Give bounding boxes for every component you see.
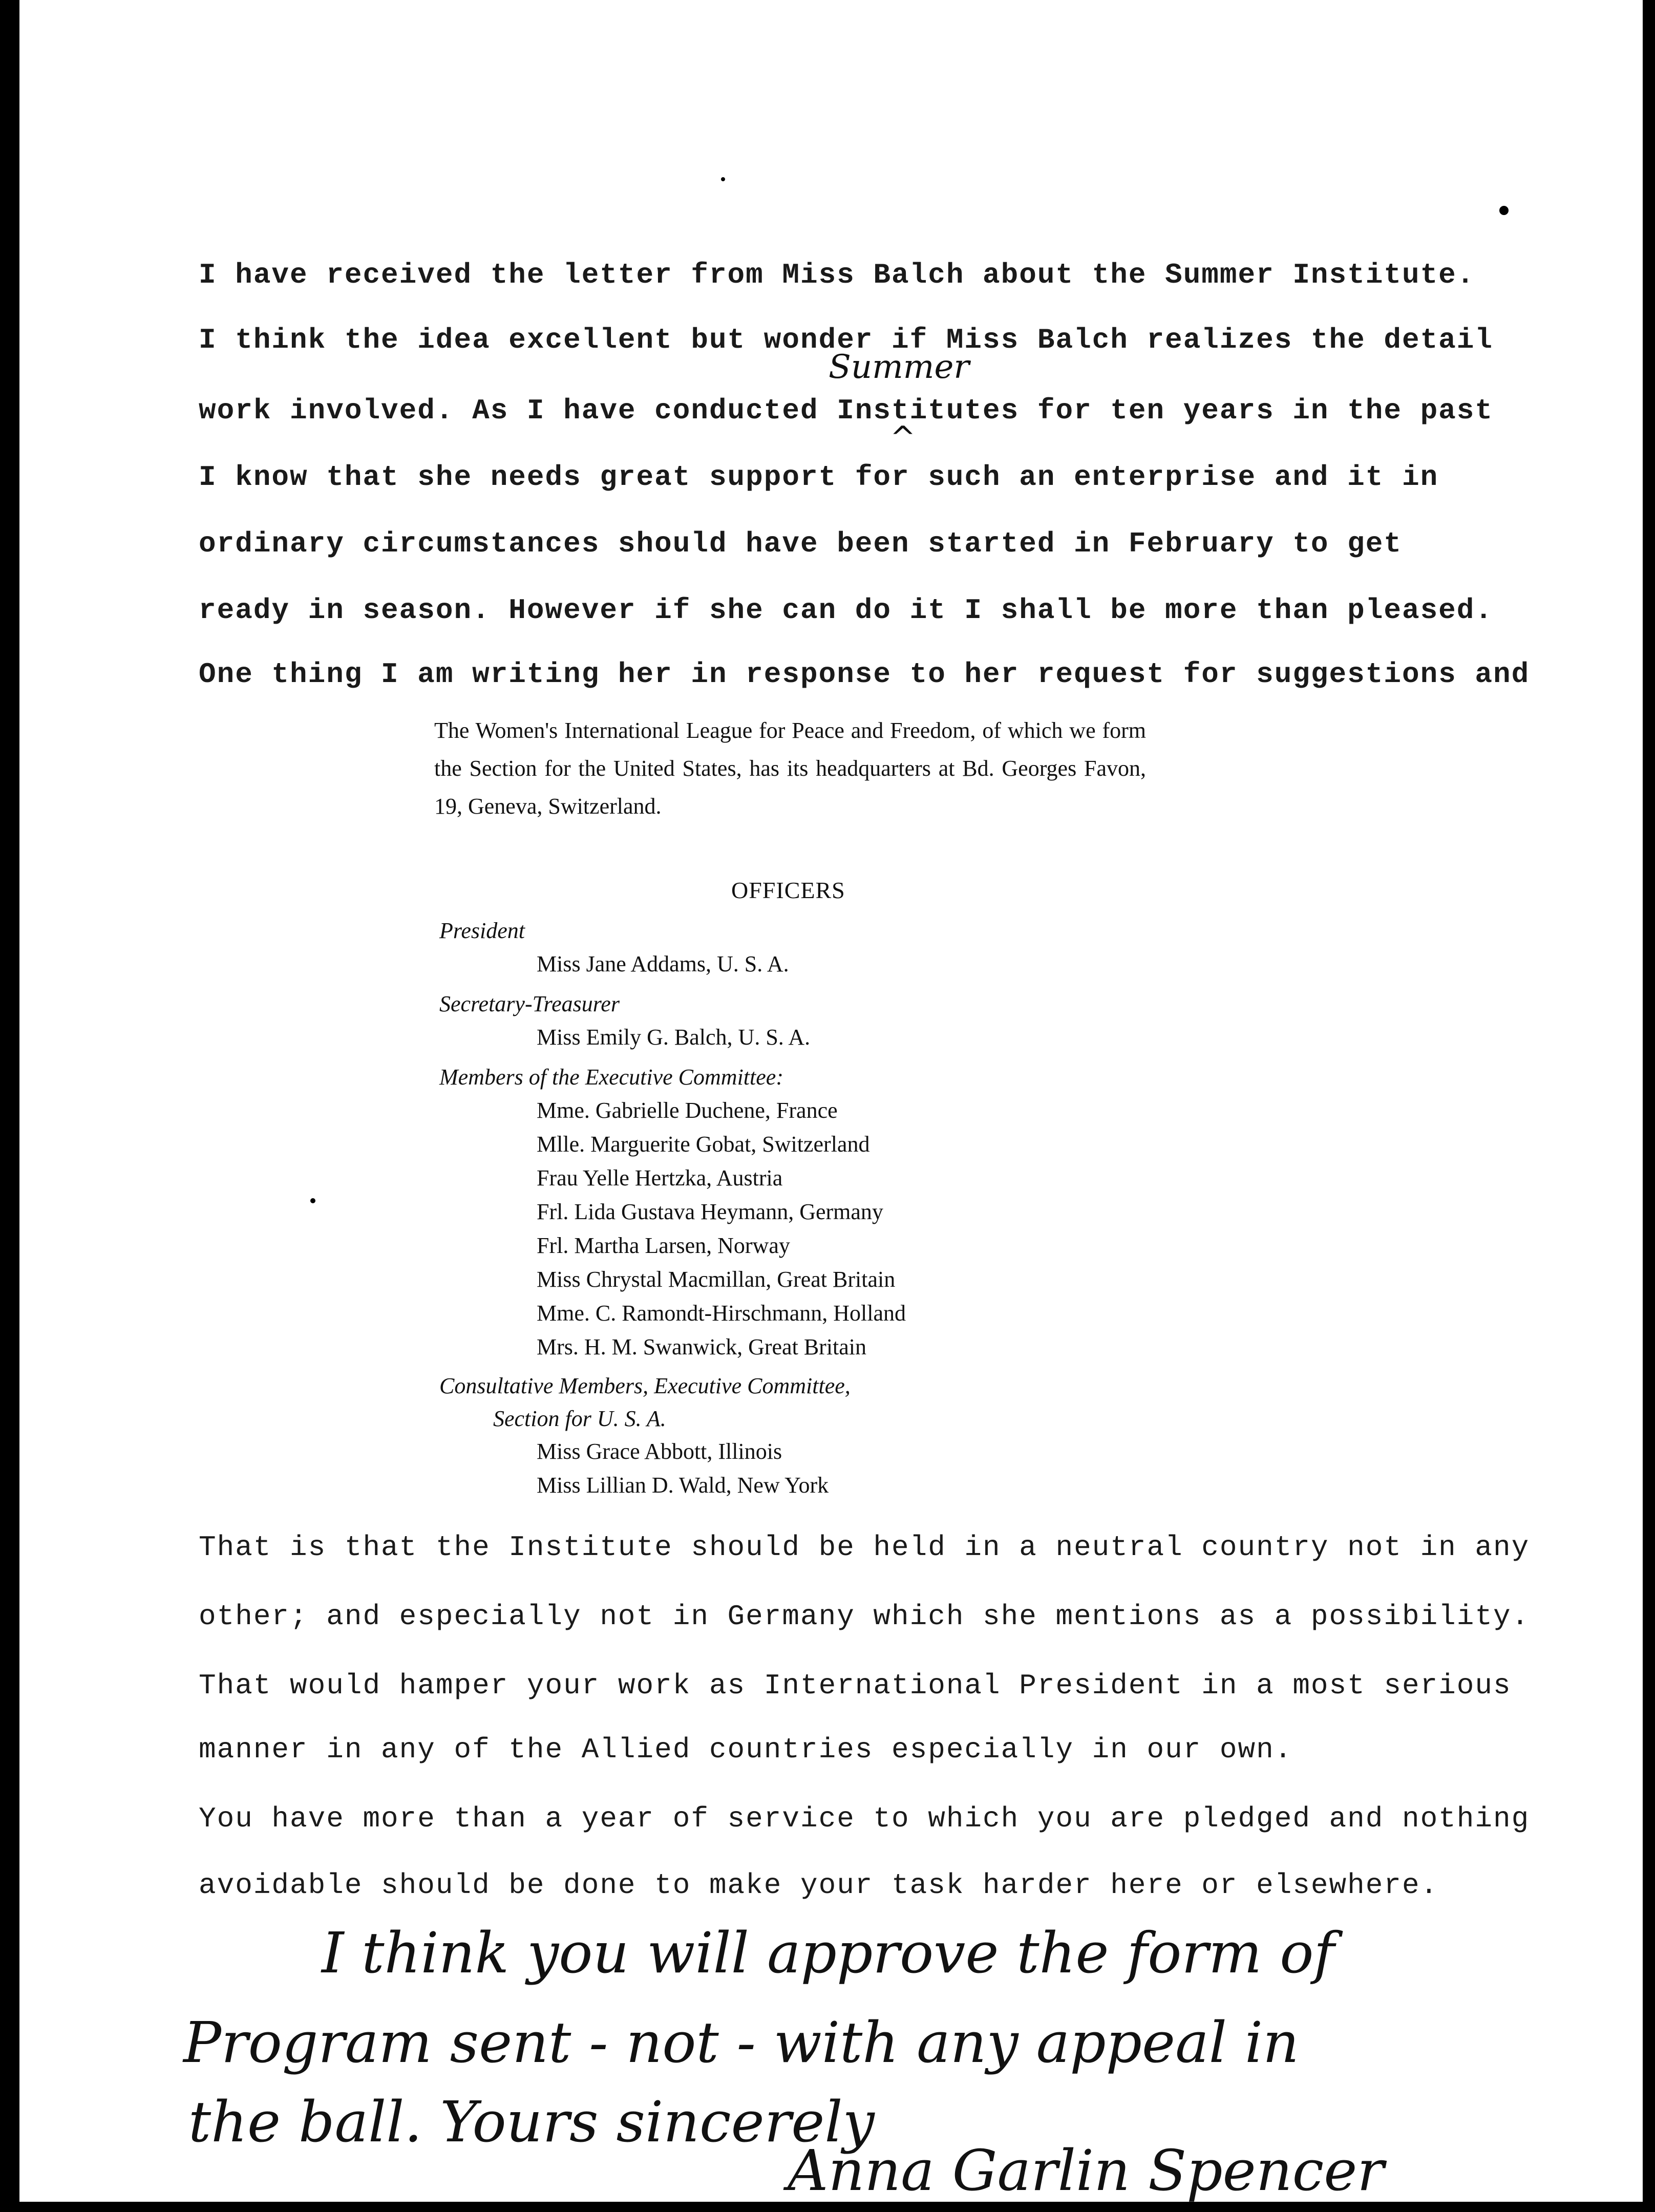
typed-line: other; and especially not in Germany which she mentions as a possibility. xyxy=(199,1600,1530,1633)
secretary-label: Secretary-Treasurer xyxy=(439,991,620,1016)
scan-speck xyxy=(310,1198,315,1203)
executive-member: Frau Yelle Hertzka, Austria xyxy=(537,1165,783,1190)
secretary-name: Miss Emily G. Balch, U. S. A. xyxy=(537,1025,811,1050)
typed-line: avoidable should be done to make your task harder here or elsewhere. xyxy=(199,1869,1439,1902)
typed-line: ready in season. However if she can do it I shall be more than pleased. xyxy=(199,594,1493,627)
executive-member: Mrs. H. M. Swanwick, Great Britain xyxy=(537,1334,867,1359)
typed-line: That would hamper your work as International President in a most serious xyxy=(199,1669,1512,1702)
executive-member: Frl. Lida Gustava Heymann, Germany xyxy=(537,1199,883,1224)
consultative-member: Miss Grace Abbott, Illinois xyxy=(537,1439,782,1464)
typed-line: I think the idea excellent but wonder if Miss Balch realizes the detail xyxy=(199,324,1493,356)
handwritten-insertion: Summer xyxy=(829,348,969,386)
insertion-caret: ^ xyxy=(890,420,916,456)
president-name: Miss Jane Addams, U. S. A. xyxy=(537,951,789,976)
typed-line: That is that the Institute should be held in a neutral country not in any xyxy=(199,1531,1530,1564)
signature: Anna Garlin Spencer xyxy=(788,2138,1384,2202)
executive-label: Members of the Executive Committee: xyxy=(439,1065,783,1090)
executive-member: Mme. C. Ramondt-Hirschmann, Holland xyxy=(537,1301,906,1326)
consultative-member: Miss Lillian D. Wald, New York xyxy=(537,1473,829,1498)
letter-page xyxy=(19,0,1643,2202)
consultative-section-label: Section for U. S. A. xyxy=(493,1406,666,1431)
typed-line: manner in any of the Allied countries especially in our own. xyxy=(199,1733,1293,1766)
handwritten-postscript-line: the ball. Yours sincerely xyxy=(188,2089,875,2155)
consultative-label: Consultative Members, Executive Committee, xyxy=(439,1373,851,1398)
typed-line: You have more than a year of service to which you are pledged and nothing xyxy=(199,1802,1530,1835)
scan-speck xyxy=(1499,206,1509,215)
scan-speck xyxy=(721,177,725,181)
typed-line: work involved. As I have conducted Institutes for ten years in the past xyxy=(199,394,1493,427)
president-label: President xyxy=(439,918,525,943)
typed-line: One thing I am writing her in response to her request for suggestions and xyxy=(199,658,1530,691)
typed-line: ordinary circumstances should have been started in February to get xyxy=(199,527,1402,560)
officers-heading: OFFICERS xyxy=(731,877,845,903)
typed-line: I know that she needs great support for such an enterprise and it in xyxy=(199,461,1439,494)
executive-member: Frl. Martha Larsen, Norway xyxy=(537,1233,790,1258)
handwritten-postscript-line: Program sent - not - with any appeal in xyxy=(183,2010,1299,2075)
executive-member: Miss Chrystal Macmillan, Great Britain xyxy=(537,1267,896,1292)
typed-line: I have received the letter from Miss Balch about the Summer Institute. xyxy=(199,259,1475,291)
executive-member: Mlle. Marguerite Gobat, Switzerland xyxy=(537,1132,870,1157)
handwritten-postscript-line: I think you will approve the form of xyxy=(322,1920,1335,1986)
league-intro: The Women's International League for Peace and Freedom, of which we form the Section for the United States, has its headquarters at Bd. Georges Favon, 19, Geneva, Switzerland. xyxy=(434,718,1146,819)
executive-member: Mme. Gabrielle Duchene, France xyxy=(537,1098,838,1123)
